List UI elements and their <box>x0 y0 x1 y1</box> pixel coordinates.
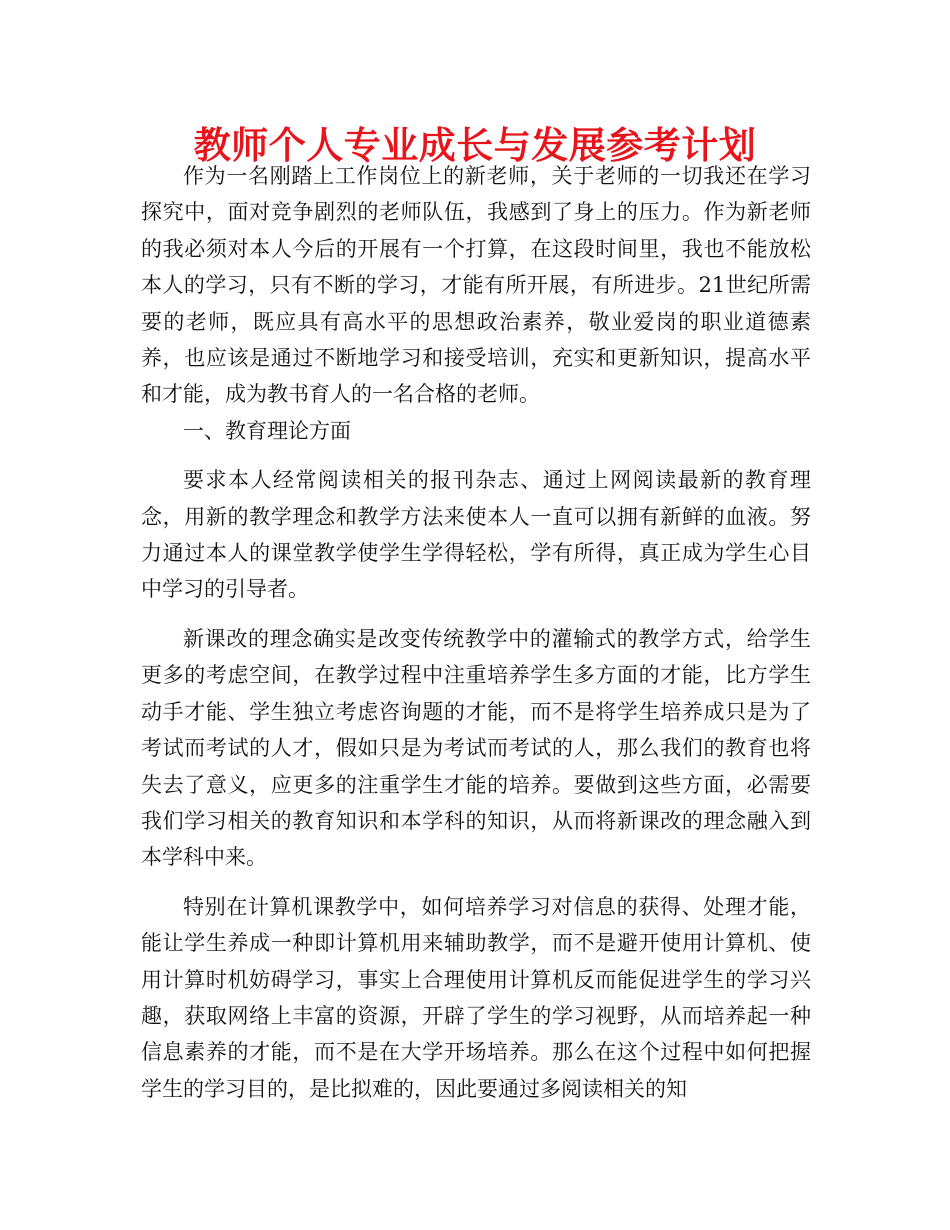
document-body <box>141 158 811 1107</box>
section-heading-education-theory: 一、教育理论方面 <box>183 418 351 443</box>
paragraph-computer-teaching: 特别在计算机课教学中，如何培养学习对信息的获得、处理才能，能让学生养成一种即计算机用来辅助教学，而不是避开使用计算机、使用计算时机妨碍学习，事实上合理使用计算机反而能促进学生的学习兴趣，获取网络上丰富的资源，开辟了学生的学习视野，从而培养起一种信息素养的才能，而不是在大学开场培养。那么在这个过程中如何把握学生的学习目的，是比拟难的，因此要通过多阅读相关的知 <box>141 894 811 1101</box>
paragraph-curriculum-reform: 新课改的理念确实是改变传统教学中的灌输式的教学方式，给学生更多的考虑空间，在教学过程中注重培养学生多方面的才能，比方学生动手才能、学生独立考虑咨询题的才能，而不是将学生培养成只是为了考试而考试的人才，假如只是为考试而考试的人，那么我们的教育也将失去了意义，应更多的注重学生才能的培养。要做到这些方面，必需要我们学习相关的教育知识和本学科的知识，从而将新课改的理念融入到本学科中来。 <box>141 626 811 870</box>
document-title: 教师个人专业成长与发展参考计划 <box>193 124 757 167</box>
paragraph-intro: 作为一名刚踏上工作岗位上的新老师，关于老师的一切我还在学习探究中，面对竞争剧烈的老师队伍，我感到了身上的压力。作为新老师的我必须对本人今后的开展有一个打算，在这段时间里，我也不能放松本人的学习，只有不断的学习，才能有所开展，有所进步。21世纪所需要的老师，既应具有高水平的思想政治素养，敬业爱岗的职业道德素养，也应该是通过不断地学习和接受培训，充实和更新知识，提高水平和才能，成为教书育人的一名合格的老师。 <box>141 164 811 407</box>
paragraph-reading: 要求本人经常阅读相关的报刊杂志、通过上网阅读最新的教育理念，用新的教学理念和教学方法来使本人一直可以拥有新鲜的血液。努力通过本人的课堂教学使学生学得轻松，学有所得，真正成为学生心目中学习的引导者。 <box>141 468 811 602</box>
